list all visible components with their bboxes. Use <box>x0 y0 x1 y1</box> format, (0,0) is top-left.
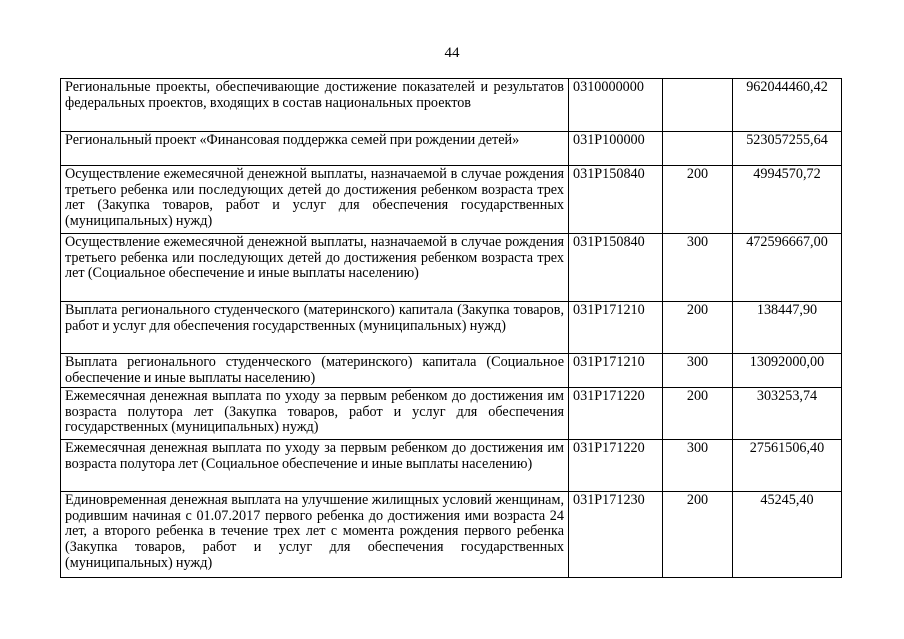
row-code: 031P171210 <box>569 302 663 354</box>
row-description: Региональные проекты, обеспечивающие достижение показателей и результатов федеральных проектов, входящих в состав национальных проектов <box>61 79 569 132</box>
row-amount: 138447,90 <box>733 302 842 354</box>
row-expense-type: 200 <box>663 166 733 234</box>
row-code: 031P171220 <box>569 388 663 440</box>
budget-table <box>60 78 842 578</box>
table-row <box>61 234 842 302</box>
row-amount: 4994570,72 <box>733 166 842 234</box>
row-code: 031P171210 <box>569 354 663 388</box>
row-description: Региональный проект «Финансовая поддержка семей при рождении детей» <box>61 132 569 166</box>
row-code: 031P171230 <box>569 492 663 578</box>
row-expense-type <box>663 132 733 166</box>
row-expense-type: 200 <box>663 388 733 440</box>
table-row <box>61 354 842 388</box>
row-expense-type <box>663 79 733 132</box>
row-description: Единовременная денежная выплата на улучшение жилищных условий женщинам, родившим начиная с 01.07.2017 первого ребенка до достижения ими возраста 24 лет, а второго ребенка в течение трех лет с момента рождения первого ребенка (Закупка товаров, работ и услуг для обеспечения государственных (муниципальных) нужд) <box>61 492 569 578</box>
row-description: Осуществление ежемесячной денежной выплаты, назначаемой в случае рождения третьего ребенка или последующих детей до достижения ребенком возраста трех лет (Закупка товаров, работ и услуг для обеспечения государственных (муниципальных) нужд) <box>61 166 569 234</box>
row-expense-type: 300 <box>663 440 733 492</box>
row-expense-type: 300 <box>663 354 733 388</box>
row-expense-type: 200 <box>663 302 733 354</box>
row-description: Ежемесячная денежная выплата по уходу за первым ребенком до достижения им возраста полутора лет (Закупка товаров, работ и услуг для обеспечения государственных (муниципальных) нужд) <box>61 388 569 440</box>
row-description: Осуществление ежемесячной денежной выплаты, назначаемой в случае рождения третьего ребенка или последующих детей до достижения ребенком возраста трех лет (Социальное обеспечение и иные выплаты населению) <box>61 234 569 302</box>
row-code: 0310000000 <box>569 79 663 132</box>
row-code: 031P171220 <box>569 440 663 492</box>
row-description: Ежемесячная денежная выплата по уходу за первым ребенком до достижения им возраста полутора лет (Социальное обеспечение и иные выплаты населению) <box>61 440 569 492</box>
row-amount: 45245,40 <box>733 492 842 578</box>
table-row <box>61 132 842 166</box>
row-code: 031P150840 <box>569 166 663 234</box>
row-description: Выплата регионального студенческого (материнского) капитала (Закупка товаров, работ и услуг для обеспечения государственных (муниципальных) нужд) <box>61 302 569 354</box>
row-amount: 27561506,40 <box>733 440 842 492</box>
row-amount: 472596667,00 <box>733 234 842 302</box>
row-description: Выплата регионального студенческого (материнского) капитала (Социальное обеспечение и иные выплаты населению) <box>61 354 569 388</box>
table-row <box>61 492 842 578</box>
row-amount: 13092000,00 <box>733 354 842 388</box>
row-code: 031P150840 <box>569 234 663 302</box>
table-row <box>61 440 842 492</box>
table-row <box>61 388 842 440</box>
page-number: 44 <box>444 45 460 61</box>
row-amount: 962044460,42 <box>733 79 842 132</box>
row-amount: 303253,74 <box>733 388 842 440</box>
table-row <box>61 302 842 354</box>
row-code: 031P100000 <box>569 132 663 166</box>
row-expense-type: 300 <box>663 234 733 302</box>
table-row <box>61 79 842 132</box>
row-expense-type: 200 <box>663 492 733 578</box>
table-row <box>61 166 842 234</box>
row-amount: 523057255,64 <box>733 132 842 166</box>
